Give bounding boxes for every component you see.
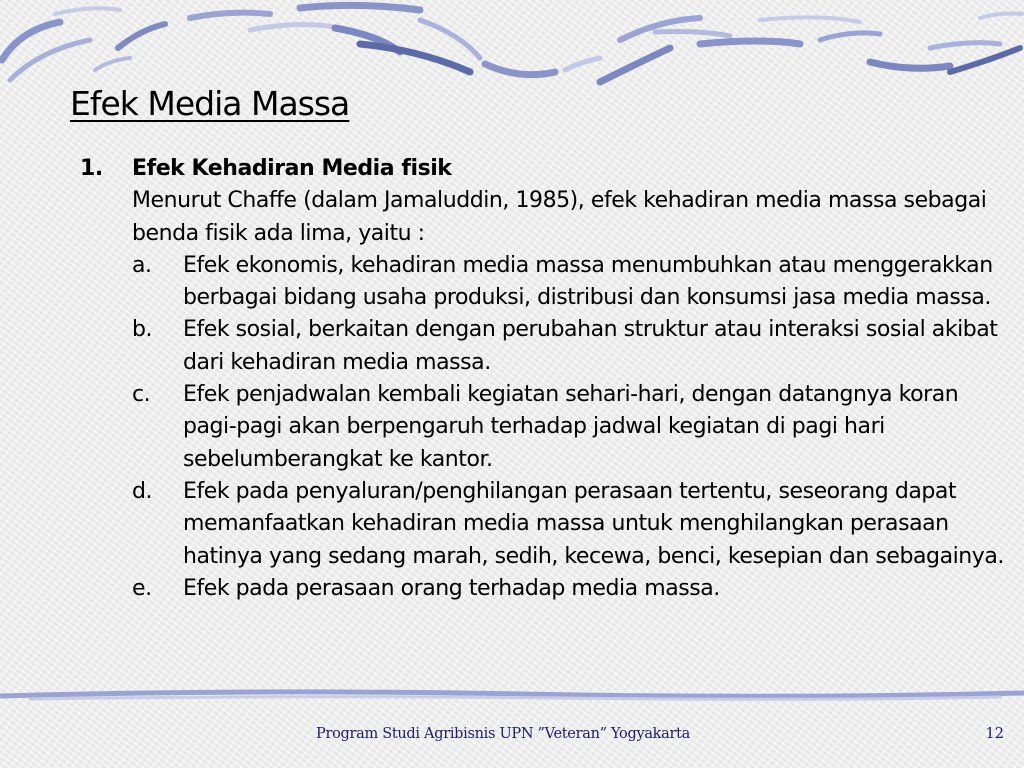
slide-title: Efek Media Massa <box>70 84 350 123</box>
footer-text: Program Studi Agribisnis UPN ”Veteran” Yogyakarta <box>316 726 691 742</box>
sub-item-c <box>132 379 1005 476</box>
slide-content <box>80 153 1005 605</box>
sub-item-letter: e. <box>132 575 152 601</box>
footer-divider <box>0 685 1024 707</box>
sub-item-letter: a. <box>132 252 152 278</box>
page-number: 12 <box>985 726 1004 742</box>
list-number: 1. <box>80 156 103 181</box>
sub-item-text: Efek pada penyaluran/penghilangan perasaan tertentu, seseorang dapat memanfaatkan kehadiran media massa untuk menghilangkan perasaan hatinya yang sedang marah, sedih, kecewa, benci, kesepian dan sebagainya. <box>183 478 1004 569</box>
sub-item-text: Efek sosial, berkaitan dengan perubahan struktur atau interaksi sosial akibat dari kehadiran media massa. <box>183 317 998 375</box>
sub-item-letter: d. <box>132 478 153 504</box>
slide-footer <box>0 726 1024 748</box>
sub-item-letter: c. <box>132 382 151 408</box>
item-intro: Menurut Chaffe (dalam Jamaluddin, 1985), efek kehadiran media massa sebagai benda fisik ada lima, yaitu : <box>132 188 987 246</box>
sub-item-b <box>132 314 1005 379</box>
item-heading: Efek Kehadiran Media fisik <box>132 156 452 181</box>
sub-item-text: Efek penjadwalan kembali kegiatan sehari-hari, dengan datangnya koran pagi-pagi akan berpengaruh terhadap jadwal kegiatan di pagi hari sebelumberangkat ke kantor. <box>183 382 959 472</box>
sub-item-text: Efek pada perasaan orang terhadap media massa. <box>183 575 720 601</box>
sub-item-a <box>132 250 1005 315</box>
sub-item-text: Efek ekonomis, kehadiran media massa menumbuhkan atau menggerakkan berbagai bidang usaha produksi, distribusi dan konsumsi jasa media massa. <box>183 252 993 311</box>
list-item-body <box>132 153 1005 605</box>
decorative-brush-strokes <box>0 0 1024 95</box>
sub-item-letter: b. <box>132 317 153 343</box>
list-item <box>80 153 1005 605</box>
sub-item-e <box>132 573 1005 605</box>
sub-item-d <box>132 476 1005 573</box>
